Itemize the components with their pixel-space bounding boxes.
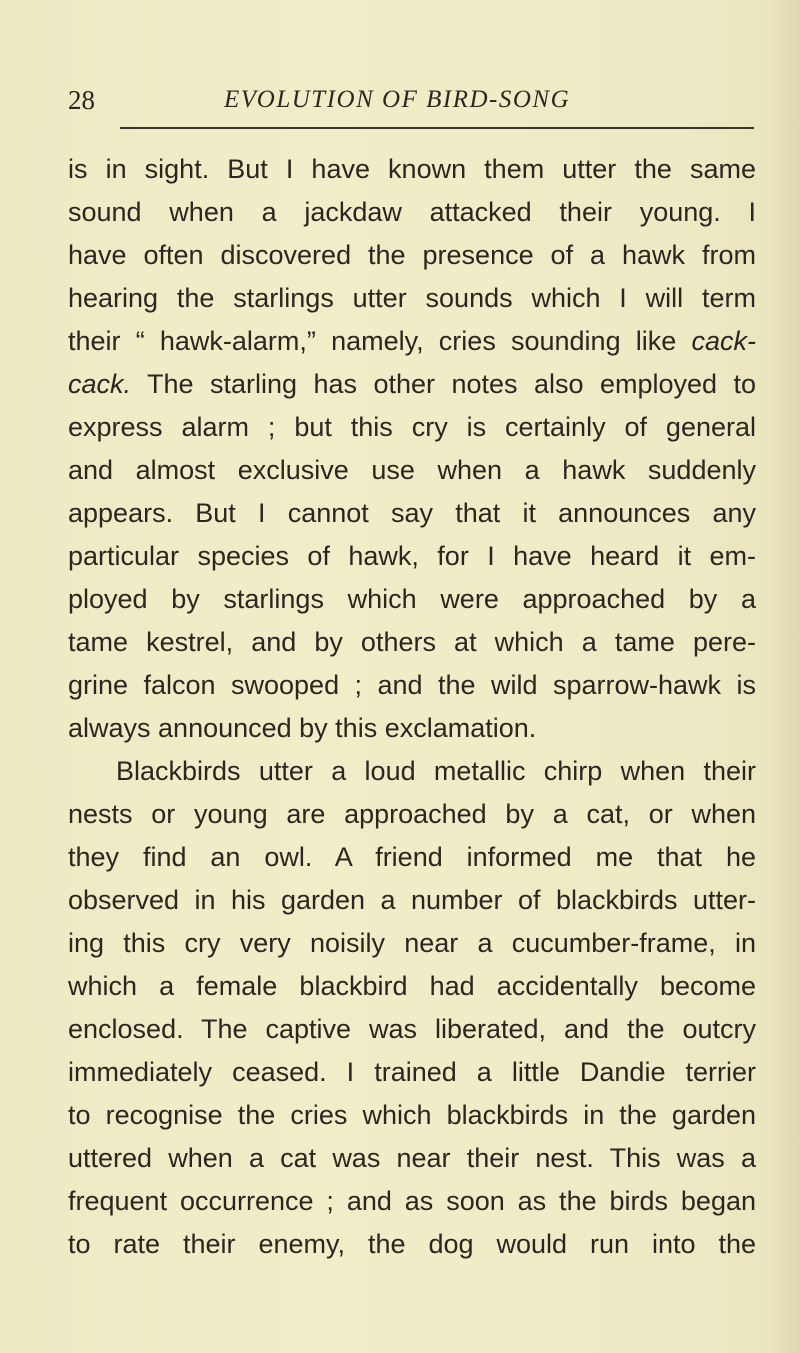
page-header: [68, 84, 753, 120]
text-line: frequent occurrence ; and as soon as the birds began: [68, 1186, 756, 1216]
text-line: always announced by this exclamation.: [68, 713, 537, 743]
text-line: grine falcon swooped ; and the wild sparrow-hawk is: [68, 670, 756, 700]
page-edge-shadow: [772, 0, 800, 1353]
text-line: they find an owl. A friend informed me that he: [68, 842, 756, 872]
text-line: particular species of hawk, for I have heard it em-: [68, 541, 756, 571]
text-line: express alarm ; but this cry is certainly of general: [68, 412, 756, 442]
text-line: [68, 363, 756, 406]
text-line: to recognise the cries which blackbirds in the garden: [68, 1100, 756, 1130]
running-title: EVOLUTION OF BIRD-SONG: [224, 86, 571, 113]
text-segment: their “ hawk-alarm,” namely, cries sounding like: [68, 326, 677, 356]
text-line: to rate their enemy, the dog would run into the: [68, 1229, 756, 1259]
text-line: observed in his garden a number of blackbirds utter-: [68, 885, 756, 915]
text-line: and almost exclusive use when a hawk suddenly: [68, 455, 756, 485]
text-line: [68, 320, 756, 363]
text-line: appears. But I cannot say that it announces any: [68, 498, 756, 528]
text-line: nests or young are approached by a cat, or when: [68, 799, 756, 829]
page-number: 28: [68, 85, 95, 115]
italic-word: cack-: [691, 326, 756, 356]
text-line: uttered when a cat was near their nest. This was a: [68, 1143, 756, 1173]
text-line: is in sight. But I have known them utter the same: [68, 154, 756, 184]
text-line: hearing the starlings utter sounds which I will term: [68, 283, 756, 313]
text-line: which a female blackbird had accidentally become: [68, 971, 756, 1001]
text-line: enclosed. The captive was liberated, and the outcry: [68, 1014, 756, 1044]
italic-word: cack.: [68, 369, 132, 399]
text-segment: The starling has other notes also employed to: [147, 369, 756, 399]
header-rule: [120, 127, 754, 129]
text-line: sound when a jackdaw attacked their young. I: [68, 197, 756, 227]
body-text: [68, 148, 756, 1266]
text-line: ployed by starlings which were approached by a: [68, 584, 756, 614]
text-line: ing this cry very noisily near a cucumber-frame, in: [68, 928, 756, 958]
text-line: immediately ceased. I trained a little Dandie terrier: [68, 1057, 756, 1087]
text-line: have often discovered the presence of a hawk from: [68, 240, 756, 270]
text-line: Blackbirds utter a loud metallic chirp when their: [116, 756, 756, 786]
text-line: tame kestrel, and by others at which a tame pere-: [68, 627, 756, 657]
